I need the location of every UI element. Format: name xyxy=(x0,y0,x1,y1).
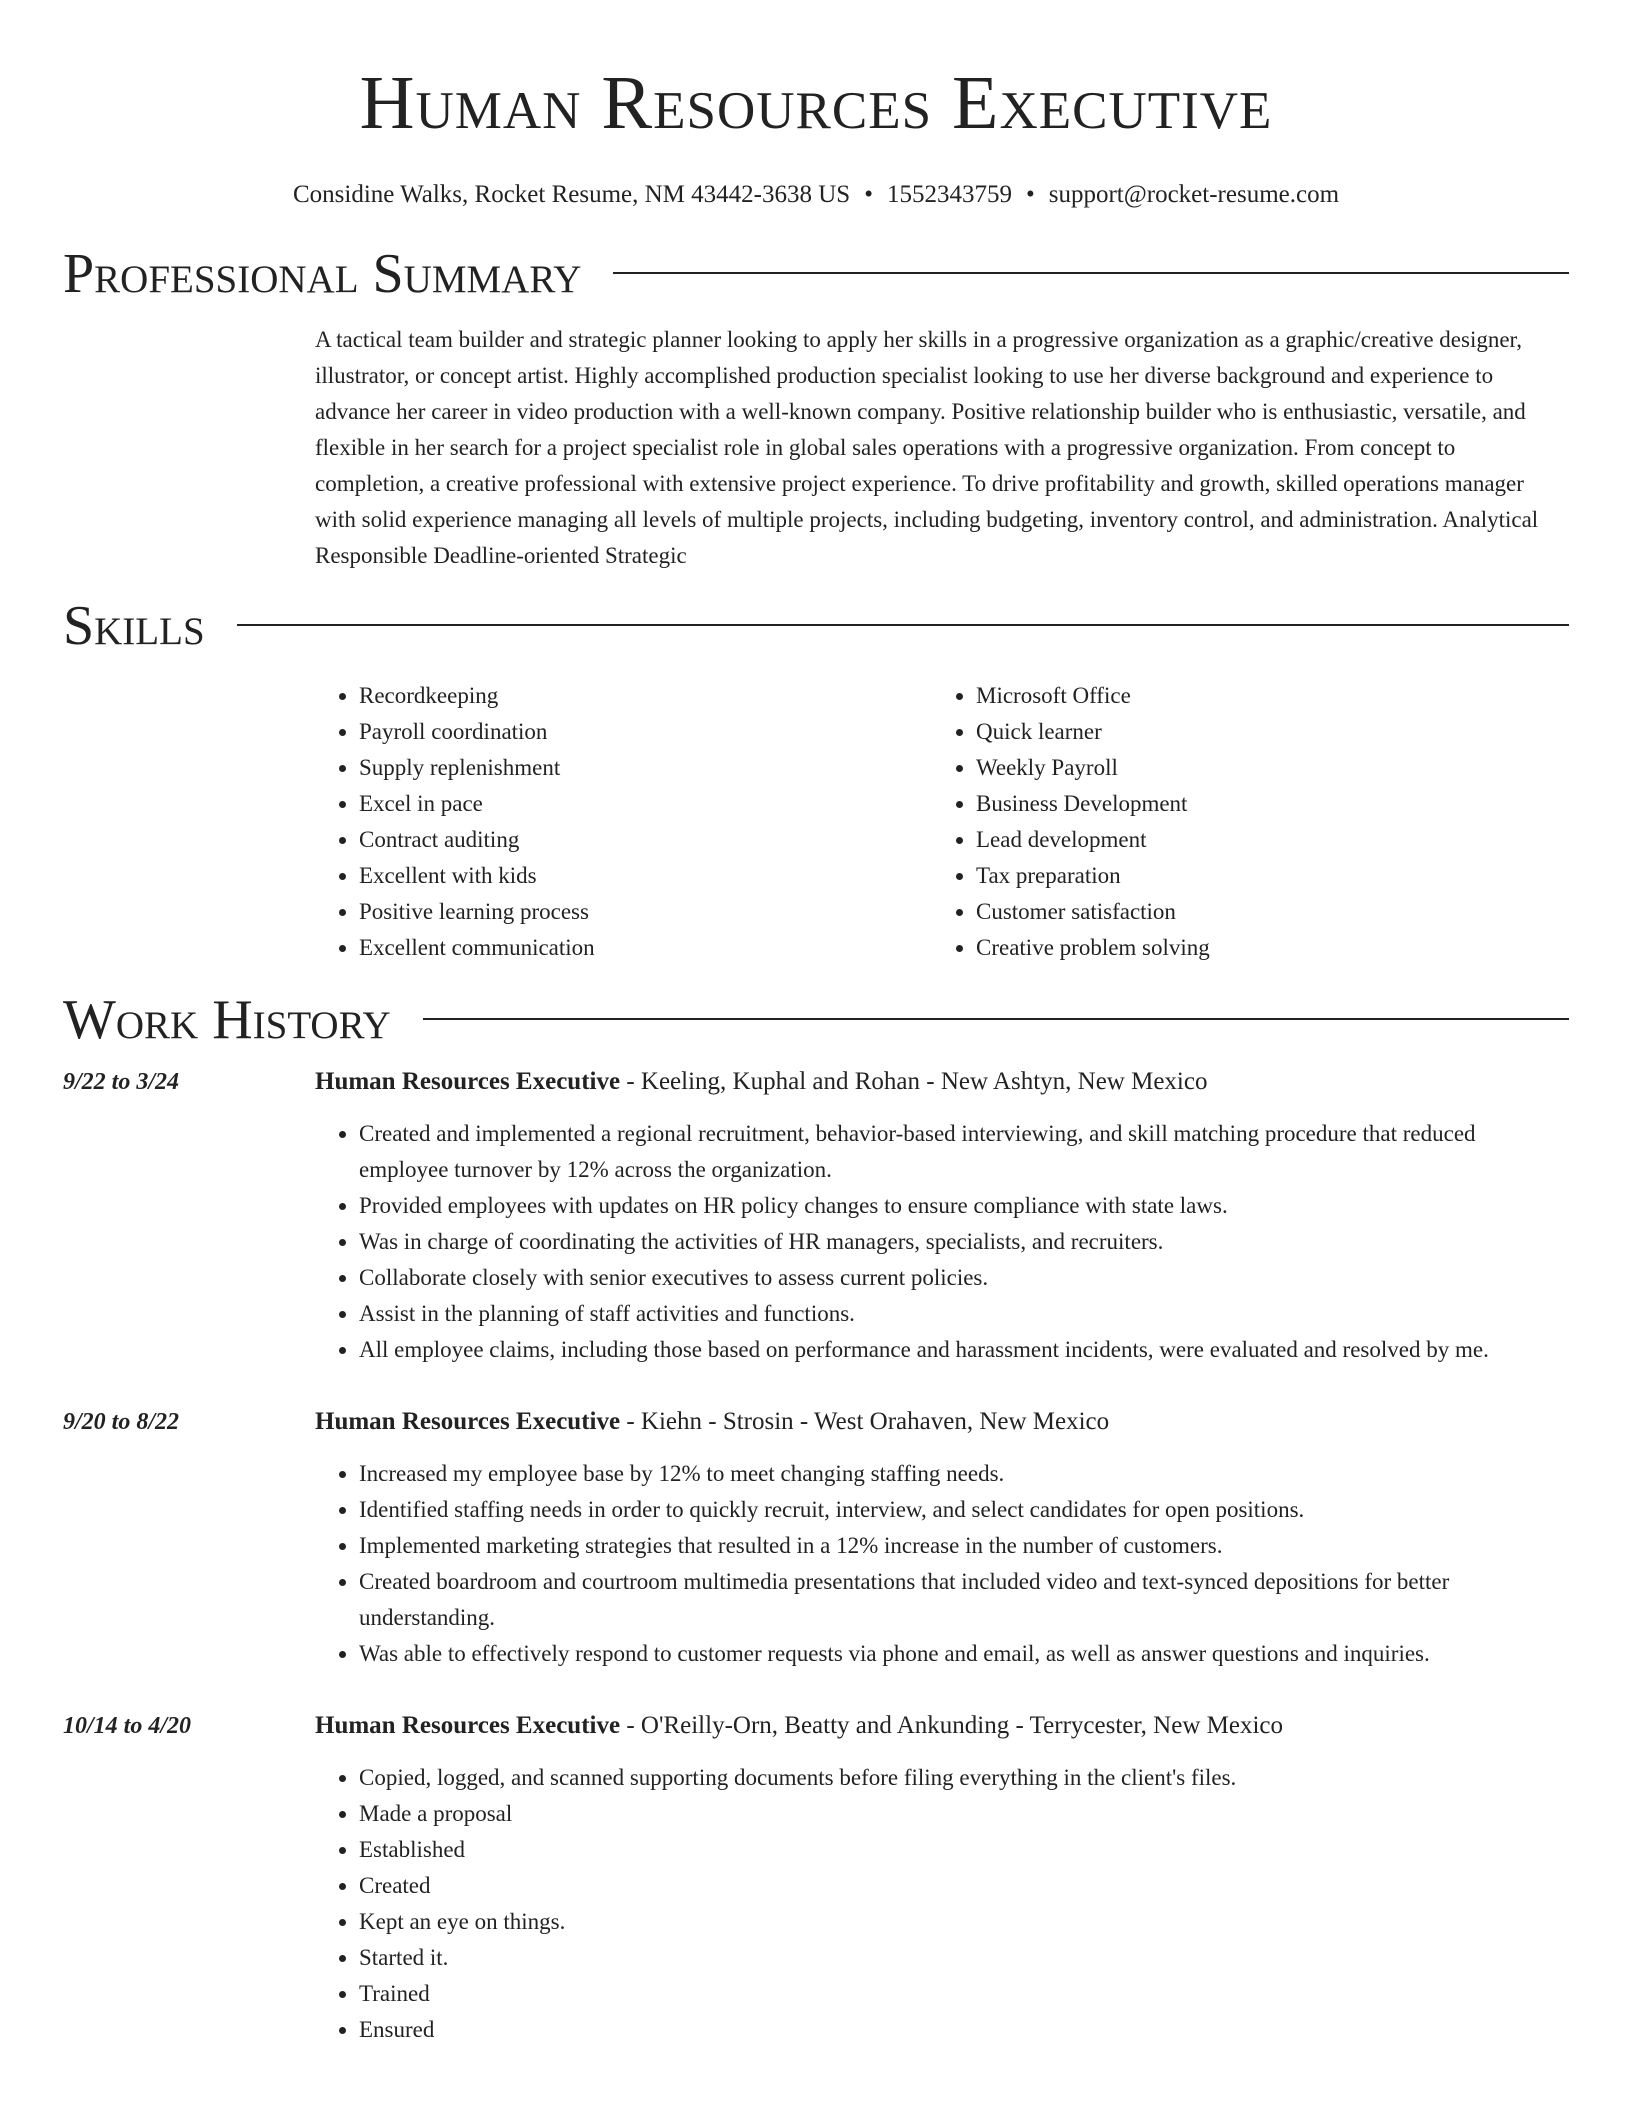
skills-column-left xyxy=(315,678,932,966)
skill-item: • Excel in pace xyxy=(359,786,932,822)
skill-item: • Customer satisfaction xyxy=(976,894,1549,930)
skill-item: • Lead development xyxy=(976,822,1549,858)
job-company-location: - Kiehn - Strosin - West Orahaven, New Mexico xyxy=(620,1408,1110,1435)
job-dates: 9/22 to 3/24 xyxy=(63,1069,180,1095)
skill-item: • Payroll coordination xyxy=(359,714,932,750)
contact-email: support@rocket-resume.com xyxy=(1048,181,1340,208)
skill-item: • Supply replenishment xyxy=(359,750,932,786)
job-company-location: - Keeling, Kuphal and Rohan - New Ashtyn, New Mexico xyxy=(620,1068,1208,1095)
job-bullet: • Provided employees with updates on HR policy changes to ensure compliance with state laws. xyxy=(359,1188,1569,1224)
section-divider xyxy=(423,1018,1569,1020)
skill-item: • Tax preparation xyxy=(976,858,1549,894)
skills-section-header xyxy=(63,594,1569,658)
job-bullet: • Assist in the planning of staff activities and functions. xyxy=(359,1296,1569,1332)
job-bullet: • Ensured xyxy=(359,2012,1569,2048)
contact-address: Considine Walks, Rocket Resume, NM 43442-3638 US xyxy=(292,181,851,208)
skill-item: • Positive learning process xyxy=(359,894,932,930)
job-heading xyxy=(315,1404,1569,1440)
summary-section-title: Professional Summary xyxy=(63,243,582,305)
job-bullet: • Implemented marketing strategies that resulted in a 12% increase in the number of customers. xyxy=(359,1528,1569,1564)
section-divider xyxy=(613,272,1569,274)
job-responsibilities xyxy=(315,1760,1569,2048)
job-dates: 10/14 to 4/20 xyxy=(63,1713,192,1739)
job-entry xyxy=(63,1064,1569,1368)
job-entry xyxy=(63,1404,1569,1672)
skill-item: • Quick learner xyxy=(976,714,1549,750)
skill-item: • Excellent communication xyxy=(359,930,932,966)
job-bullet: • All employee claims, including those based on performance and harassment incidents, were evaluated and resolved by me. xyxy=(359,1332,1569,1368)
skill-item: • Weekly Payroll xyxy=(976,750,1549,786)
skill-item: • Contract auditing xyxy=(359,822,932,858)
job-bullet: • Created xyxy=(359,1868,1569,1904)
job-content xyxy=(315,1064,1569,1368)
job-responsibilities xyxy=(315,1456,1569,1672)
job-bullet: • Made a proposal xyxy=(359,1796,1569,1832)
contact-phone: 1552343759 xyxy=(886,181,1012,208)
job-bullet: • Copied, logged, and scanned supporting documents before filing everything in the client's files. xyxy=(359,1760,1569,1796)
job-company-location: - O'Reilly-Orn, Beatty and Ankunding - Terrycester, New Mexico xyxy=(620,1712,1284,1739)
job-bullet: • Created and implemented a regional recruitment, behavior-based interviewing, and skill matching procedure that reduced employee turnover by 12% across the organization. xyxy=(359,1116,1569,1188)
job-bullet: • Started it. xyxy=(359,1940,1569,1976)
skills-column-right xyxy=(932,678,1549,966)
summary-section-header xyxy=(63,242,1569,306)
skills-section-title: Skills xyxy=(63,595,205,657)
job-title: Human Resources Executive xyxy=(315,1068,621,1095)
summary-text: A tactical team builder and strategic planner looking to apply her skills in a progressive organization as a graphic/creative designer, illustrator, or concept artist. Highly accomplished production specialist looking to use her diverse background and experience to advance her career in video production with a well-known company. Positive relationship builder who is enthusiastic, versatile, and flexible in her search for a project specialist role in global sales operations with a progressive organization. From concept to completion, a creative professional with extensive project experience. To drive profitability and growth, skilled operations manager with solid experience managing all levels of multiple projects, including budgeting, inventory control, and administration. Analytical Responsible Deadline-oriented Strategic xyxy=(315,327,1539,568)
job-content xyxy=(315,1404,1569,1672)
skill-item: • Microsoft Office xyxy=(976,678,1549,714)
section-divider xyxy=(237,624,1569,626)
contact-separator: • xyxy=(864,181,873,208)
contact-separator: • xyxy=(1025,181,1035,208)
work-section-header xyxy=(63,988,1569,1052)
job-bullet: • Increased my employee base by 12% to meet changing staffing needs. xyxy=(359,1456,1569,1492)
job-title: Human Resources Executive xyxy=(315,1408,621,1435)
skill-item: • Business Development xyxy=(976,786,1549,822)
job-content xyxy=(315,1708,1569,2048)
skills-list xyxy=(315,678,1569,966)
skill-item: • Excellent with kids xyxy=(359,858,932,894)
job-bullet: • Was able to effectively respond to customer requests via phone and email, as well as answer questions and inquiries. xyxy=(359,1636,1569,1672)
job-heading xyxy=(315,1064,1569,1100)
work-section-title: Work History xyxy=(63,989,391,1051)
job-bullet: • Identified staffing needs in order to quickly recruit, interview, and select candidates for open positions. xyxy=(359,1492,1569,1528)
job-heading xyxy=(315,1708,1569,1744)
job-bullet: • Collaborate closely with senior executives to assess current policies. xyxy=(359,1260,1569,1296)
job-responsibilities xyxy=(315,1116,1569,1368)
contact-line xyxy=(63,180,1569,210)
job-bullet: • Was in charge of coordinating the activities of HR managers, specialists, and recruiters. xyxy=(359,1224,1569,1260)
job-title: Human Resources Executive xyxy=(315,1712,621,1739)
job-bullet: • Established xyxy=(359,1832,1569,1868)
skill-item: • Creative problem solving xyxy=(976,930,1549,966)
skill-item: • Recordkeeping xyxy=(359,678,932,714)
job-bullet: • Trained xyxy=(359,1976,1569,2012)
job-dates: 9/20 to 8/22 xyxy=(63,1409,180,1435)
job-bullet: • Kept an eye on things. xyxy=(359,1904,1569,1940)
candidate-name: Human Resources Executive xyxy=(359,61,1273,145)
job-entry xyxy=(63,1708,1569,2048)
job-bullet: • Created boardroom and courtroom multimedia presentations that included video and text-synced depositions for better understanding. xyxy=(359,1564,1569,1636)
